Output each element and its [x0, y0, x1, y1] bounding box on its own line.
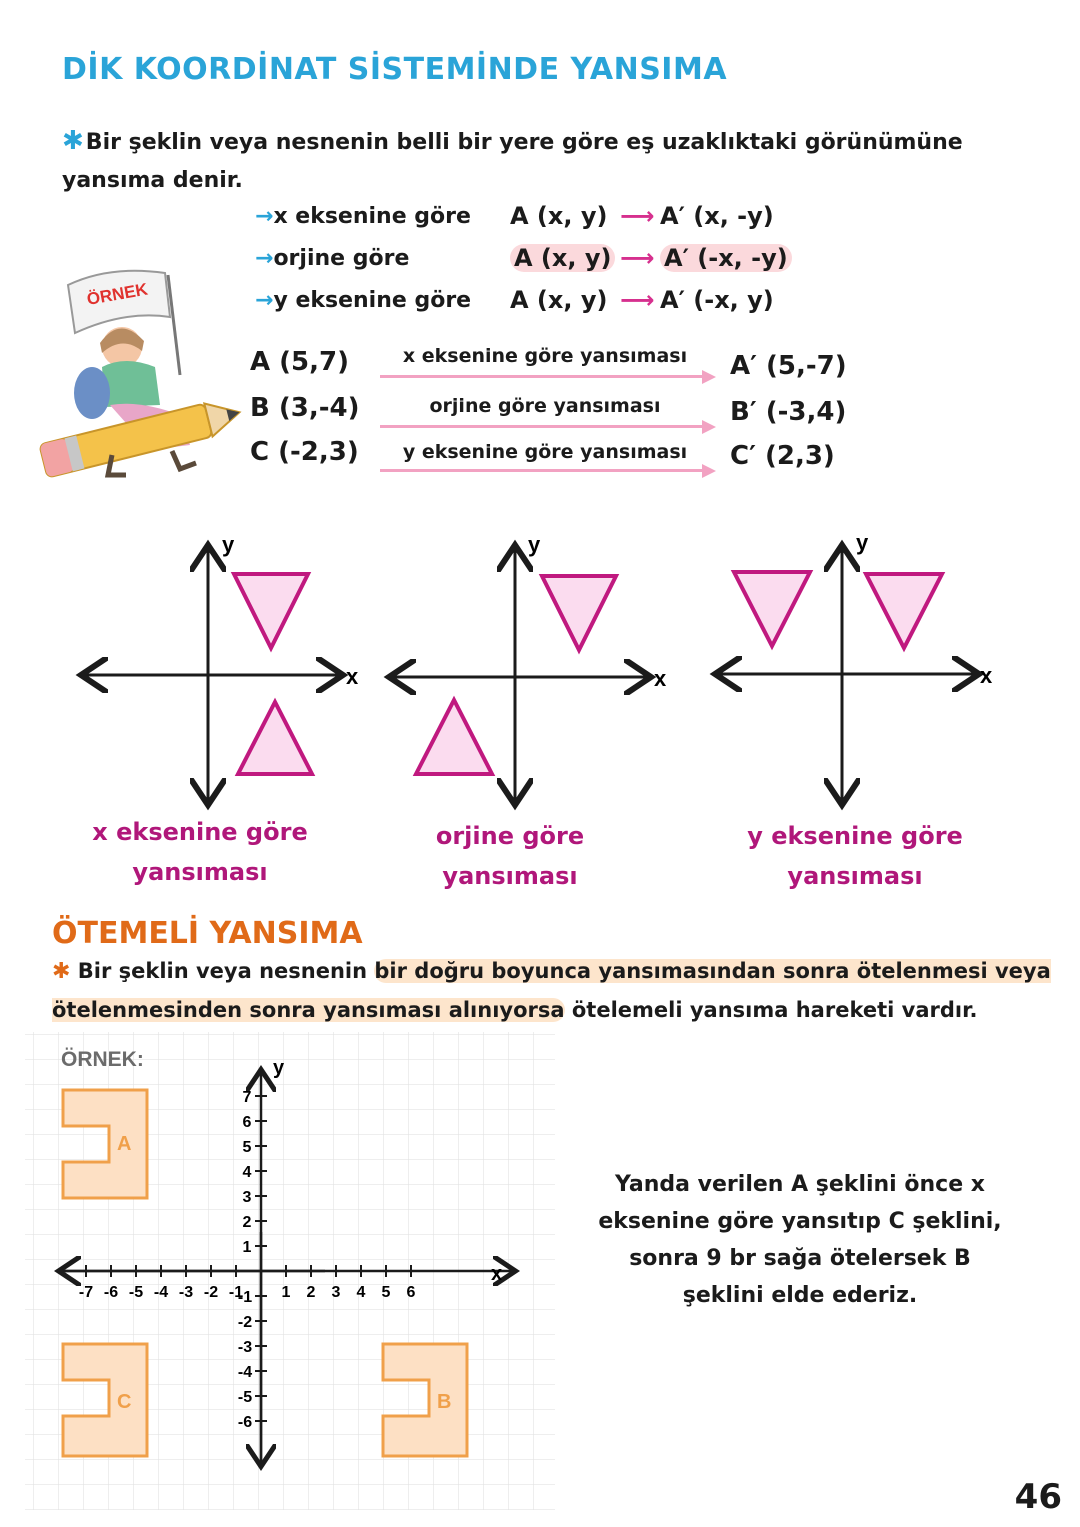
y-tick-label: -5	[237, 1389, 253, 1406]
star-bullet-icon: ✱	[62, 126, 84, 156]
diagram-y-axis-reflection	[714, 530, 993, 802]
page-title: DİK KOORDİNAT SİSTEMİNDE YANSIMA	[62, 52, 728, 87]
rule-row	[255, 284, 815, 326]
y-tick-label: 2	[242, 1214, 252, 1231]
example-point: B (3,-4)	[250, 393, 360, 423]
rule-to: A′ (-x, y)	[660, 286, 774, 314]
example-method: orjine göre yansıması	[429, 395, 661, 417]
section-text: ✱ Bir şeklin veya nesnenin bir doğru boyunca yansımasından sonra ötelenmesi veya ötelenmesinden sonra yansıması alınıyorsa ötelemeli yansıma hareketi vardır.	[52, 959, 1051, 1022]
example-arrow-head-icon	[702, 370, 716, 384]
diagram-caption: x eksenine göre yansıması	[92, 818, 308, 886]
definition-body: Bir şeklin veya nesnenin belli bir yere göre eş uzaklıktaki görünümüne yansıma denir.	[62, 130, 963, 193]
example-arrow-line	[380, 375, 710, 378]
example-point: A (5,7)	[250, 347, 349, 377]
arrow-icon: →	[255, 246, 274, 271]
pink-arrow-icon: ⟶	[620, 244, 655, 272]
x-axis-label: x	[980, 663, 993, 688]
pink-arrow-icon: ⟶	[620, 202, 655, 230]
shape-b-label: B	[437, 1391, 452, 1413]
y-tick-label: -4	[237, 1364, 253, 1381]
example-arrow-line	[380, 469, 710, 472]
star-bullet-icon: ✱	[52, 959, 71, 984]
triangle-reflected	[416, 700, 492, 774]
x-axis-label: x	[654, 666, 667, 691]
x-tick-label: 6	[406, 1284, 416, 1301]
x-tick-label: 1	[281, 1284, 291, 1301]
y-tick-label: 5	[242, 1139, 252, 1156]
rule-from: A (x, y)	[510, 244, 615, 272]
y-axis-label: y	[856, 530, 869, 555]
shape-a-label: A	[117, 1133, 132, 1155]
x-tick-label: -5	[128, 1284, 144, 1301]
example-point: C (-2,3)	[250, 437, 359, 467]
rule-label: →orjine göre	[255, 246, 410, 271]
diagram-caption: y eksenine göre yansıması	[747, 822, 963, 890]
y-tick-label: -6	[237, 1414, 253, 1431]
x-tick-label: -7	[78, 1284, 94, 1301]
example-label: ÖRNEK:	[61, 1048, 144, 1071]
x-tick-label: 5	[381, 1284, 391, 1301]
grid-y-label: y	[273, 1057, 285, 1079]
y-axis-label: y	[528, 532, 541, 557]
x-tick-label: 4	[356, 1284, 366, 1301]
section-title: ÖTEMELİ YANSIMA	[52, 916, 363, 951]
x-tick-label: -2	[203, 1284, 219, 1301]
y-tick-label: 4	[242, 1164, 252, 1181]
y-tick-label: 3	[242, 1189, 252, 1206]
x-tick-label: -3	[178, 1284, 194, 1301]
x-tick-label: -1	[228, 1284, 244, 1301]
girl-on-pencil-illustration	[30, 255, 250, 490]
example-method: y eksenine göre yansıması	[402, 441, 688, 463]
grid-explanation: Yanda verilen A şeklini önce x eksenine göre yansıtıp C şeklini, sonra 9 br sağa ötelersek B şeklini elde ederiz.	[598, 1172, 1002, 1308]
x-tick-label: 3	[331, 1284, 341, 1301]
diagram-origin-reflection	[388, 532, 667, 802]
triangle-reflected	[238, 702, 312, 774]
reflection-diagrams	[0, 520, 1080, 820]
y-axis-label: y	[222, 532, 235, 557]
definition-text	[62, 122, 982, 200]
example-arrow-head-icon	[702, 420, 716, 434]
shape-c-label: C	[117, 1391, 132, 1413]
y-tick-label: 6	[242, 1114, 252, 1131]
diagram-caption: orjine göre yansıması	[435, 822, 585, 890]
example-result: B′ (-3,4)	[730, 397, 847, 427]
example-result: A′ (5,-7)	[730, 351, 847, 381]
x-tick-label: -6	[103, 1284, 119, 1301]
y-tick-label: 1	[242, 1239, 252, 1256]
y-tick-label: -1	[237, 1289, 253, 1306]
x-axis-label: x	[346, 664, 359, 689]
y-tick-label: 7	[242, 1089, 252, 1106]
arrow-icon: →	[255, 288, 274, 313]
x-tick-label: 2	[306, 1284, 316, 1301]
rule-label: →x eksenine göre	[255, 204, 471, 229]
example-arrow-head-icon	[702, 464, 716, 478]
diagram-x-axis-reflection	[80, 532, 359, 802]
y-tick-label: -3	[237, 1339, 253, 1356]
rule-label: →y eksenine göre	[255, 288, 472, 313]
triangle-original	[866, 574, 942, 648]
example-result: C′ (2,3)	[730, 441, 835, 471]
flag-text: ÖRNEK	[85, 279, 150, 309]
arrow-icon: →	[255, 204, 274, 229]
rule-to: A′ (-x, -y)	[660, 244, 792, 272]
triangle-original	[542, 576, 616, 650]
rule-to: A′ (x, -y)	[660, 202, 774, 230]
y-tick-label: -2	[237, 1314, 253, 1331]
triangle-original	[234, 574, 308, 648]
example-arrow-line	[380, 425, 710, 428]
rule-row	[255, 200, 815, 242]
grid-example	[25, 1032, 555, 1510]
x-tick-label: -4	[153, 1284, 169, 1301]
reflection-rules	[255, 200, 815, 326]
reflection-examples	[250, 345, 890, 485]
rule-from: A (x, y)	[510, 286, 608, 314]
example-method: x eksenine göre yansıması	[402, 345, 688, 367]
pink-arrow-icon: ⟶	[620, 286, 655, 314]
triangle-reflected	[734, 572, 810, 646]
grid-x-label: x	[491, 1263, 503, 1285]
rule-from: A (x, y)	[510, 202, 608, 230]
page-number: 46	[1014, 1477, 1062, 1517]
rule-row	[255, 242, 815, 284]
